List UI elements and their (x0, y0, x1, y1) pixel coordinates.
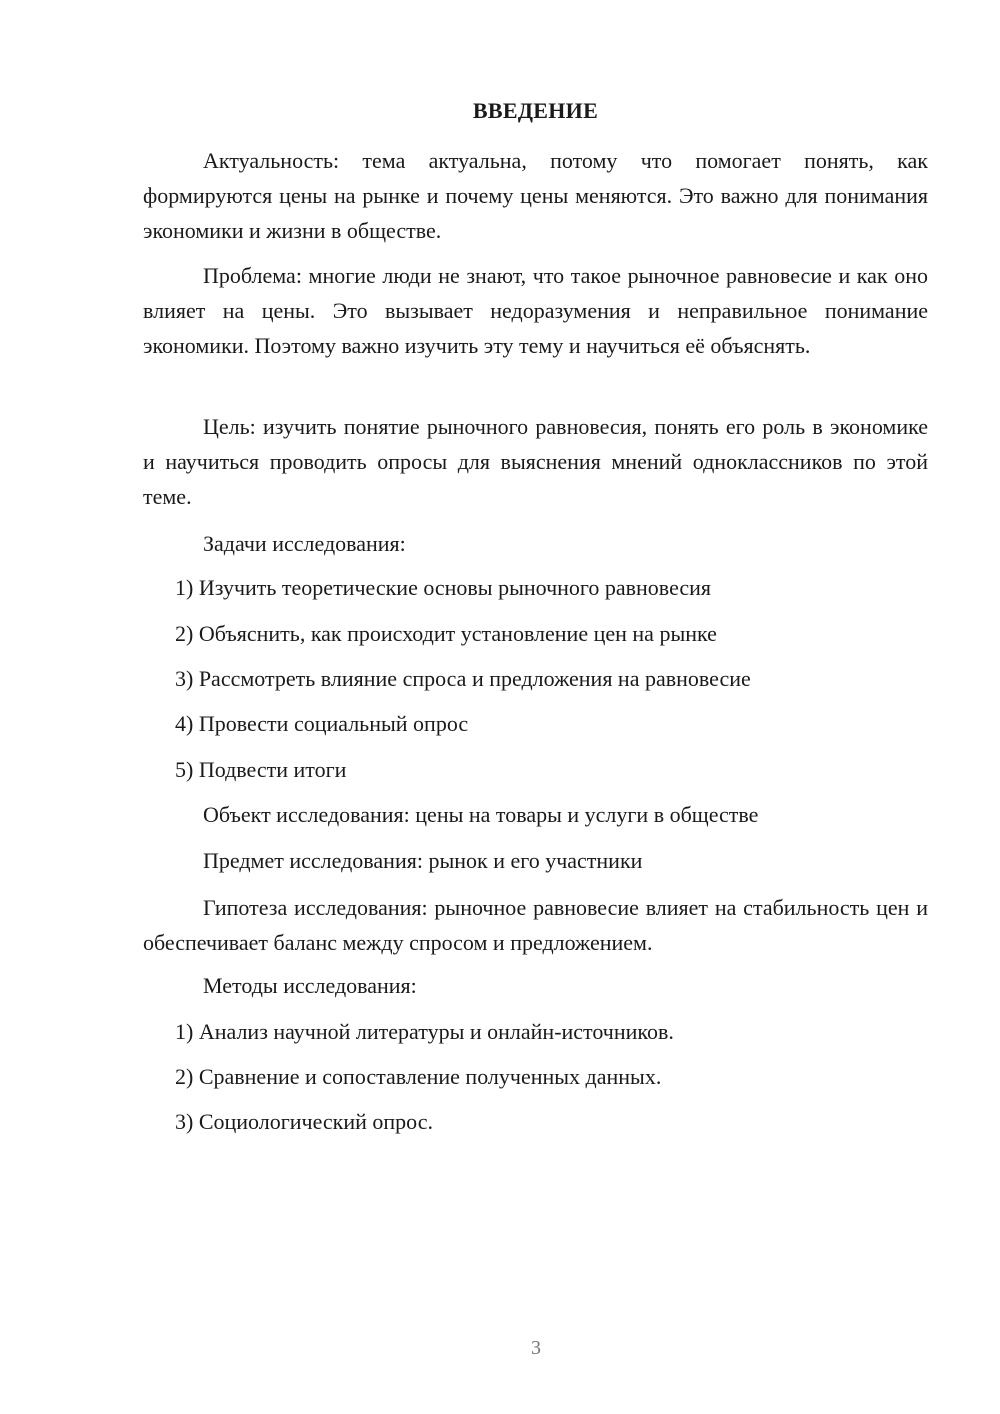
list-item: 1) Анализ научной литературы и онлайн-источников. (175, 1019, 674, 1044)
hypothesis-paragraph: Гипотеза исследования: рыночное равновесие влияет на стабильность цен и обеспечивает баланс между спросом и предложением. (143, 895, 928, 955)
problem-paragraph: Проблема: многие люди не знают, что такое рыночное равновесие и как оно влияет на цены. Это вызывает недоразумения и неправильное понимание экономики. Поэтому важно изучить эту тему и научиться её объяснять. (143, 263, 928, 358)
research-subject: Предмет исследования: рынок и его участники (203, 848, 643, 873)
list-item: 2) Сравнение и сопоставление полученных данных. (175, 1064, 662, 1089)
page-number: 3 (531, 1337, 541, 1359)
list-item: 1) Изучить теоретические основы рыночного равновесия (175, 575, 712, 600)
list-item: 4) Провести социальный опрос (175, 711, 469, 736)
list-item: 3) Рассмотреть влияние спроса и предложения на равновесие (175, 666, 751, 691)
page-title: ВВЕДЕНИЕ (472, 98, 599, 123)
methods-heading: Методы исследования: (203, 973, 417, 998)
goal-paragraph: Цель: изучить понятие рыночного равновесия, понять его роль в экономике и научиться проводить опросы для выяснения мнений одноклассников по этой теме. (143, 414, 928, 509)
research-object: Объект исследования: цены на товары и услуги в обществе (203, 802, 759, 827)
relevance-paragraph: Актуальность: тема актуальна, потому что помогает понять, как формируются цены на рынке и почему цены меняются. Это важно для понимания экономики и жизни в обществе. (143, 148, 928, 243)
tasks-heading: Задачи исследования: (203, 531, 406, 556)
list-item: 3) Социологический опрос. (175, 1109, 433, 1134)
list-item: 2) Объяснить, как происходит установление цен на рынке (175, 621, 717, 646)
list-item: 5) Подвести итоги (175, 757, 347, 782)
